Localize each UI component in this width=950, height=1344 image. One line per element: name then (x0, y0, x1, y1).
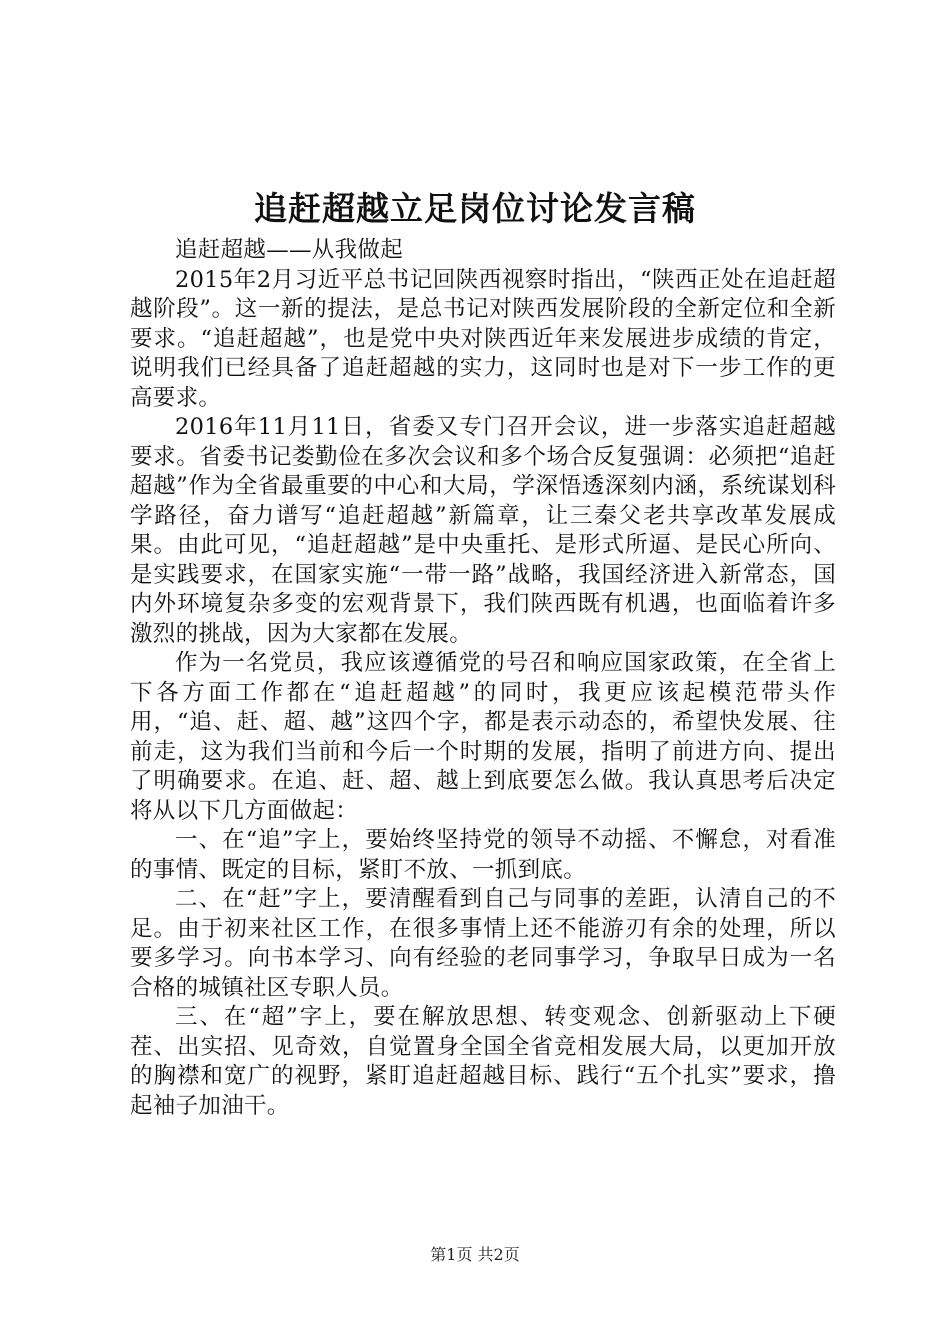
paragraph-1: 2015年2月习近平总书记回陕西视察时指出，“陕西正处在追赶超越阶段”。这一新的提法，是总书记对陕西发展阶段的全新定位和全新要求。“追赶超越”，也是党中央对陕西近年来发展进步成绩的肯定，说明我们已经具备了追赶超越的实力，这同时也是对下一步工作的更高要求。 (130, 266, 836, 411)
paragraph-3: 作为一名党员，我应该遵循党的号召和响应国家政策，在全省上下各方面工作都在“追赶超越”的同时，我更应该起模范带头作用，“追、赶、超、越”这四个字，都是表示动态的，希望快发展、往前走，这为我们当前和今后一个时期的发展，指明了前进方向、提出了明确要求。在追、赶、超、越上到底要怎么做。我认真思考后决定将从以下几方面做起： (130, 650, 836, 824)
paragraph-2: 2016年11月11日，省委又专门召开会议，进一步落实追赶超越要求。省委书记娄勤俭在多次会议和多个场合反复强调：必须把“追赶超越”作为全省最重要的中心和大局，学深悟透深刻内涵，系统谋划科学路径，奋力谱写“追赶超越”新篇章，让三秦父老共享改革发展成果。由此可见，“追赶超越”是中央重托、是形式所逼、是民心所向、是实践要求，在国家实施“一带一路”战略，我国经济进入新常态，国内外环境复杂多变的宏观背景下，我们陕西既有机遇，也面临着许多激烈的挑战，因为大家都在发展。 (130, 414, 836, 647)
paragraph-6: 三、在“超”字上，要在解放思想、转变观念、创新驱动上下硬茬、出实招、见奇效，自觉置身全国全省竞相发展大局，以更加开放的胸襟和宽广的视野，紧盯追赶超越目标、践行“五个扎实”要求，撸起袖子加油干。 (130, 1004, 836, 1119)
paragraph-4: 一、在“追”字上，要始终坚持党的领导不动摇、不懈怠，对看准的事情、既定的目标，紧盯不放、一抓到底。 (130, 827, 836, 883)
document-body (130, 236, 836, 1121)
paragraph-subtitle: 追赶超越——从我做起 (175, 237, 404, 263)
paragraph-5: 二、在“赶”字上，要清醒看到自己与同事的差距，认清自己的不足。由于初来社区工作，在很多事情上还不能游刃有余的处理，所以要多学习。向书本学习、向有经验的老同事学习，争取早日成为一名合格的城镇社区专职人员。 (130, 886, 836, 1001)
document-title: 追赶超越立足岗位讨论发言稿 (254, 189, 696, 228)
page-footer: 第1页 共2页 (430, 1245, 520, 1264)
